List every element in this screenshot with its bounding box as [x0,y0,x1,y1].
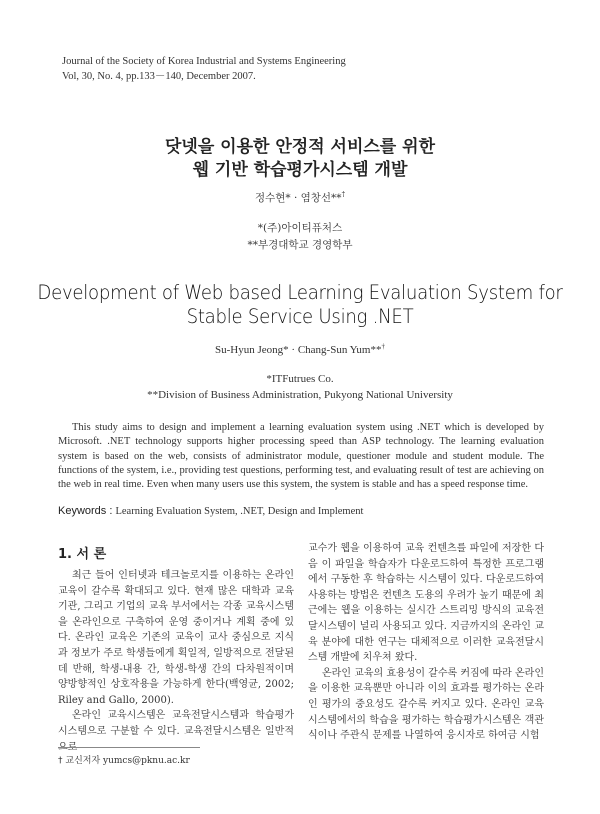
english-corresponding-mark: † [381,342,385,351]
footnote-divider [58,747,200,748]
journal-volume: Vol, 30, No. 4, pp.133－140, December 2007. [62,71,256,82]
left-column [58,568,294,755]
korean-title-line1: 닷넷을 이용한 안정적 서비스를 위한 [164,137,435,157]
abstract: This study aims to design and implement a learning evaluation system using .NET which is developed by Microsoft. .NET technology supports higher processing speed than ASP technology. The learning evaluation system is based on the web, consists of administrator module, questioner module and student module. The functions of the system, i.e., providing test questions, performing test, and evaluating result of test are achieving on the web in real time. Even when many users use this system, the system is stable and has a speed response time. [58,422,544,491]
section-heading-introduction: 1. 서 론 [58,547,107,562]
footnote [58,753,190,766]
english-affiliation-1: *ITFutrues Co. [266,373,334,385]
korean-author-names: 정수현* · 염창선** [254,192,342,204]
english-authors [0,344,600,356]
right-paragraph-2: 온라인 교육의 효용성이 갈수록 커짐에 따라 온라인을 이용한 교육뿐만 아니라 이의 효과를 평가하는 온라인 평가의 중요성도 갈수록 커지고 있다. 온라인 교육시스템에서의 학습을 평가하는 학습평가시스템은 객관식이나 주관식 문제를 나열하여 응시자로 하여금 시험 [308,667,544,742]
english-affiliation-2: **Division of Business Administration, Pukyong National University [147,389,453,401]
korean-affiliation-1: *(주)아이티퓨처스 [257,222,343,234]
right-paragraph-1: 교수가 웹을 이용하여 교육 컨텐츠를 파일에 저장한 다음 이 파일을 학습자가 다운로드하여 특정한 프로그램에서 구동한 후 학습하는 시스템이 있다. 다운로드하여 사용하는 방법은 컨텐츠 도용의 우려가 높기 때문에 최근에는 웹을 이용하는 실시간 스트리밍 방식의 교육전달시스템이 널리 사용되고 있다. 지금까지의 온라인 교육 분야에 대한 연구는 대체적으로 이러한 교육전달시스템 개발에 치우쳐 왔다. [308,543,544,664]
footnote-text: 교신저자 yumcs@pknu.ac.kr [65,756,190,766]
keywords-label: Keywords : [58,505,116,517]
korean-authors [0,190,600,205]
keywords [58,505,544,517]
journal-header [62,54,346,84]
left-paragraph-2: 온라인 교육시스템은 교육전달시스템과 학습평가시스템으로 구분할 수 있다. 교육전달시스템은 일반적으로 [58,710,294,753]
korean-affiliation-2: **부경대학교 경영학부 [247,239,353,251]
english-title-line1: Development of Web based Learning Evaluation System for [37,281,563,304]
korean-title-line2: 웹 기반 학습평가시스템 개발 [192,160,408,180]
keywords-text: Learning Evaluation System, .NET, Design and Implement [115,506,364,517]
right-column [308,541,544,744]
footnote-mark: † [58,756,63,766]
journal-name: Journal of the Society of Korea Industrial and Systems Engineering [62,56,346,67]
left-paragraph-1: 최근 들어 인터넷과 테크놀로지를 이용하는 온라인 교육이 갈수록 확대되고 있다. 현재 많은 대학과 교육기관, 그리고 기업의 교육 부서에서는 각종 교육시스템을 온라인으로 구축하여 운영 중이거나 계획 중에 있다. 온라인 교육은 기존의 교육이 교사 중심으로 지식과 정보가 주로 학생들에게 획일적, 일방적으로 전달된데 반해, 학생-내용 간, 학생-학생 간의 다차원적이며 양방향적인 상호작용을 가능하게 한다(백영균, 2002; Riley and Gallo, 2000). [58,570,294,706]
english-author-names: Su-Hyun Jeong* · Chang-Sun Yum** [215,344,382,356]
korean-corresponding-mark: † [341,190,346,199]
english-title-line2: Stable Service Using .NET [186,305,414,328]
